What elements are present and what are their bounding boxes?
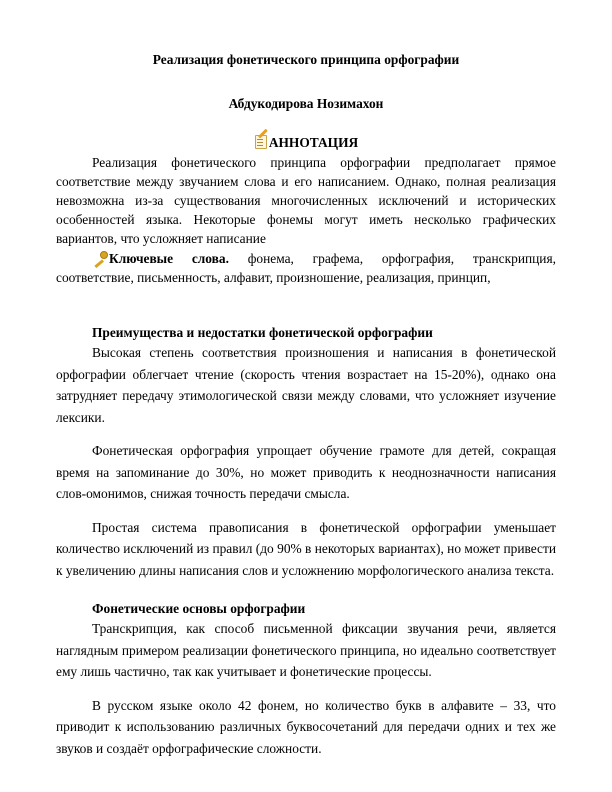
document-author: Абдукодирова Нозимахон [228, 96, 384, 112]
annotation-text: Реализация фонетического принципа орфографии предполагает прямое соответствие между звучанием слова и его написанием. Однако, полная реализация невозможна из-за существования многочисленных исключений и исторических особенностей языка. Некоторые фонемы могут иметь несколько графических вариантов, что усложняет написание [56, 154, 556, 247]
section-heading-advantages: Преимущества и недостатки фонетической орфографии [92, 325, 433, 341]
section-paragraph: Фонетическая орфография упрощает обучение грамоте для детей, сокращая время на запоминание до 30%, но может приводить к неоднозначности написания слов-омонимов, снижая точность передачи смысла. [56, 443, 556, 502]
document-body [56, 50, 556, 759]
section-paragraph: В русском языке около 42 фонем, но количество букв в алфавите – 33, что приводит к использованию различных буквосочетаний для передачи одних и тех же звуков и создаёт орфографические сложности. [56, 697, 556, 756]
keywords-label: Ключевые слова. [109, 250, 229, 266]
keywords-paragraph [56, 249, 556, 287]
key-icon [92, 251, 108, 266]
memo-icon [254, 134, 268, 149]
keywords-text: фонема, графема, орфография, транскрипция, соответствие, письменность, алфавит, произношение, реализация, принцип, [56, 250, 556, 285]
section-paragraph: Транскрипция, как способ письменной фиксации звучания речи, является наглядным примером реализации фонетического принципа, но идеально соответствует ему лишь частично, так как учитывает и фонетические процессы. [56, 621, 556, 680]
annotation-heading-line [56, 133, 556, 152]
annotation-heading: АННОТАЦИЯ [268, 135, 359, 151]
section-paragraph: Высокая степень соответствия произношения и написания в фонетической орфографии облегчает чтение (скорость чтения возрастает на 15-20%), однако она затрудняет передачу этимологической связи между словами, что усложняет изучение лексики. [56, 345, 556, 425]
document-title: Реализация фонетического принципа орфографии [152, 52, 460, 67]
section-paragraph: Простая система правописания в фонетической орфографии уменьшает количество исключений из правил (до 90% в некоторых вариантах), но может привести к увеличению длины написания слов и усложнению морфологического анализа текста. [56, 519, 556, 578]
section-heading-foundations: Фонетические основы орфографии [92, 601, 306, 617]
